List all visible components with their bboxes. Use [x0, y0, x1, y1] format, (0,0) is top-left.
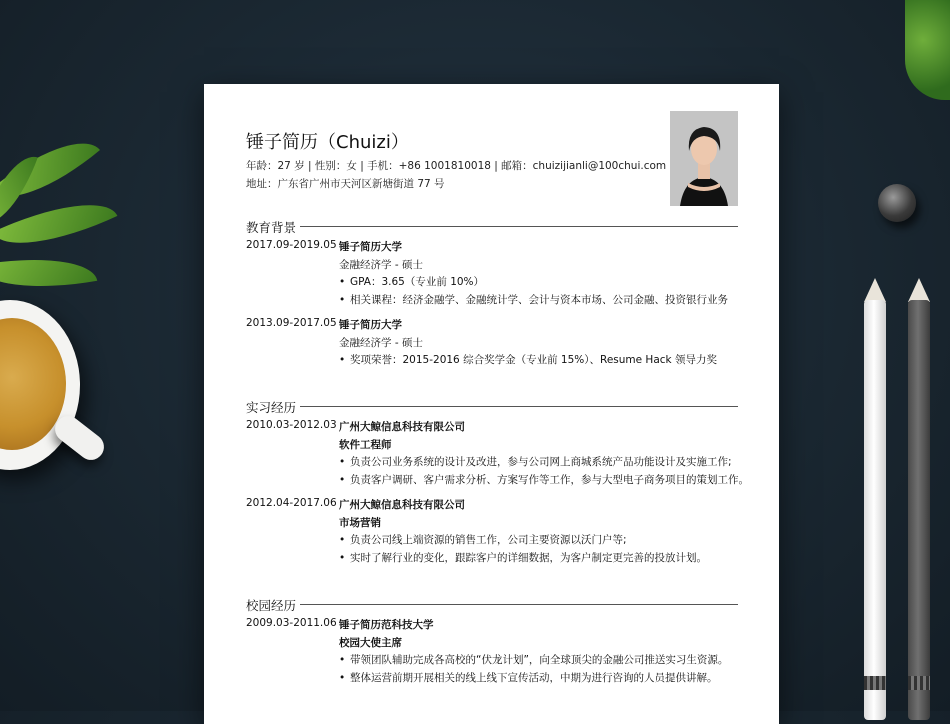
plant-decoration [905, 0, 950, 100]
bullet-item: • 负责公司线上端资源的销售工作，公司主要资源以沃门户等; [339, 532, 627, 547]
bullet-item: • GPA：3.65（专业前 10%） [339, 274, 484, 289]
profile-photo-image [670, 111, 738, 206]
section-divider [300, 604, 738, 605]
bullet-item: • 实时了解行业的变化，跟踪客户的详细数据，为客户制定更完善的投放计划。 [339, 550, 707, 565]
pencil-band-decoration [864, 676, 886, 690]
school-name: 锤子简历大学 [339, 241, 402, 253]
resume-page [204, 84, 779, 724]
education-section-title: 教育背景 [246, 220, 297, 235]
company-name: 广州大鲸信息科技有限公司 [339, 499, 465, 511]
section-divider [300, 406, 738, 407]
internship-section-title: 实习经历 [246, 400, 297, 415]
cup-handle-decoration [50, 411, 109, 465]
white-pencil-decoration [864, 300, 886, 720]
major-degree: 金融经济学 - 硕士 [339, 337, 423, 349]
campus-date: 2009.03-2011.06 [246, 617, 337, 629]
pushpin-decoration [878, 184, 916, 222]
bullet-item: • 奖项荣誉：2015-2016 综合奖学金（专业前 15%）、Resume Hack 领导力奖 [339, 352, 717, 367]
internship-date: 2012.04-2017.06 [246, 497, 337, 509]
profile-photo [670, 111, 738, 206]
bullet-item: • 相关课程：经济金融学、金融统计学、会计与资本市场、公司金融、投资银行业务 [339, 292, 728, 307]
leaf-decoration [0, 245, 97, 300]
bullet-item: • 负责公司业务系统的设计及改进，参与公司网上商城系统产品功能设计及实施工作; [339, 454, 732, 469]
pencil-band-decoration [908, 676, 930, 690]
pencil-tip-decoration [864, 278, 886, 302]
education-date: 2013.09-2017.05 [246, 317, 337, 329]
job-role: 市场营销 [339, 517, 381, 529]
bullet-item: • 带领团队辅助完成各高校的“伏龙计划”，向全球顶尖的金融公司推送实习生资源。 [339, 652, 728, 667]
bullet-item: • 负责客户调研、客户需求分析、方案写作等工作，参与大型电子商务项目的策划工作。 [339, 472, 749, 487]
campus-section-title: 校园经历 [246, 598, 297, 613]
section-divider [300, 226, 738, 227]
gray-pencil-decoration [908, 300, 930, 720]
major-degree: 金融经济学 - 硕士 [339, 259, 423, 271]
education-date: 2017.09-2019.05 [246, 239, 337, 251]
campus-role: 校园大使主席 [339, 637, 402, 649]
pencil-tip-decoration [908, 278, 930, 302]
address: 地址：广东省广州市天河区新塘街道 77 号 [246, 178, 445, 190]
school-name: 锤子简历大学 [339, 319, 402, 331]
company-name: 广州大鲸信息科技有限公司 [339, 421, 465, 433]
job-role: 软件工程师 [339, 439, 392, 451]
personal-info: 年龄：27 岁 | 性别：女 | 手机：+86 1001810018 | 邮箱：chuizijianli@100chui.com [246, 160, 667, 172]
internship-date: 2010.03-2012.03 [246, 419, 337, 431]
campus-org: 锤子简历范科技大学 [339, 619, 434, 631]
resume-name: 锤子简历（Chuizi） [246, 132, 409, 153]
bullet-item: • 整体运营前期开展相关的线上线下宣传活动，中期为进行咨询的人员提供讲解。 [339, 670, 718, 685]
